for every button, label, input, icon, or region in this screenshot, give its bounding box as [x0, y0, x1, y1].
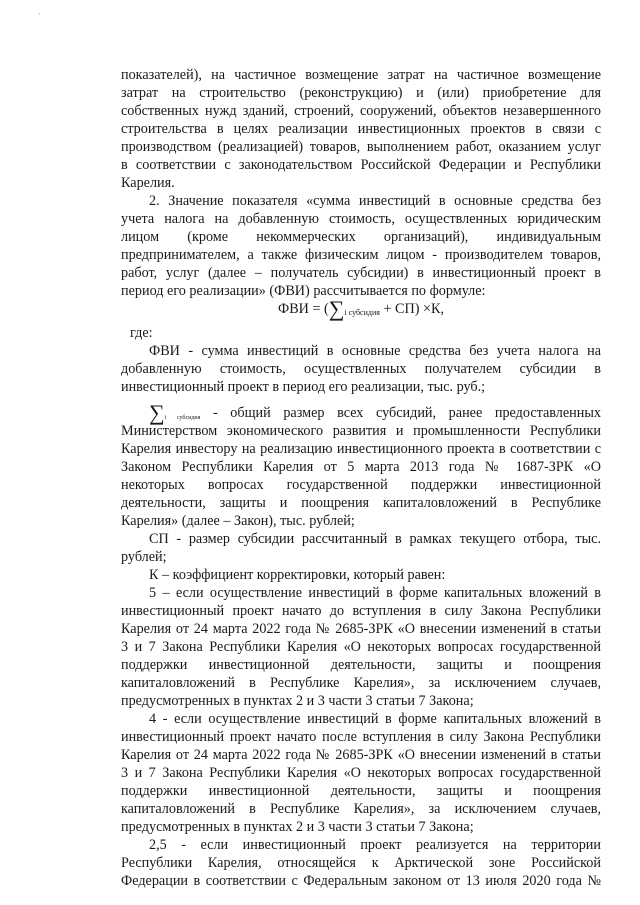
sum-text: - общий размер всех субсидий, ранее предоставленных — [200, 405, 601, 421]
text-line: собственных нужд зданий, строений, сооружений, объектов незавершенного — [121, 103, 601, 119]
text-line: капиталовложений в Республике Карелия», за исключением случаев, — [121, 801, 601, 817]
text-line: инвестиционный проект в период его реализации, тыс. руб.; — [121, 379, 486, 395]
page-mark: · — [38, 10, 41, 19]
text-line: Карелия. — [121, 175, 175, 191]
text-line: Карелия» (далее – Закон), тыс. рублей; — [121, 513, 355, 529]
formula-subscript: i субсидия — [344, 308, 380, 317]
coefficient-4: 4 - если осуществление инвестиций в форме капитальных вложений в — [149, 711, 601, 727]
text-line: предпринимателем, а также физическим лицом - производителем товаров, — [121, 247, 601, 263]
text-line: 3 и 7 Закона Республики Карелия «О некоторых вопросах государственной — [121, 765, 601, 781]
formula-rhs: + СП) ×К, — [379, 301, 445, 317]
text-line: учета налога на добавленную стоимость, осуществленных юридическим — [121, 211, 601, 227]
formula — [121, 296, 601, 322]
text-line: лицом (кроме некоммерческих организаций), индивидуальным — [121, 229, 601, 245]
text-line: рублей; — [121, 549, 167, 565]
text-line: деятельности, защиты и поощрения капиталовложений в Республике — [121, 495, 601, 511]
text-line: Карелия инвестору на реализацию инвестиционного проекта в соответствии с — [121, 441, 601, 457]
sum-symbol: ∑ — [149, 400, 165, 425]
text-line: инвестиционный проект начато до вступления в силу Закона Республики — [121, 603, 601, 619]
text-line: предусмотренных в пунктах 2 и 3 части 3 статьи 7 Закона; — [121, 693, 474, 709]
paragraph-2-start: 2. Значение показателя «сумма инвестиций в основные средства без — [149, 193, 601, 209]
formula-lhs: ФВИ = ( — [277, 301, 329, 317]
text-line: Республики Карелия, относящейся к Арктической зоне Российской — [121, 855, 601, 871]
text-line: Министерством экономического развития и промышленности Республики — [121, 423, 601, 439]
text-line: период его реализации» (ФВИ) рассчитывается по формуле: — [121, 283, 486, 299]
text-line: поддержки инвестиционной деятельности, защиты и поощрения — [121, 783, 601, 799]
text-line: инвестиционный проект начато после вступления в силу Закона Республики — [121, 729, 601, 745]
text-line: капиталовложений в Республике Карелия», за исключением случаев, — [121, 675, 601, 691]
text-line: работ, услуг (далее – получатель субсидии) в инвестиционный проект в — [121, 265, 601, 281]
text-line: показателей), на частичное возмещение затрат на частичное возмещение — [121, 67, 601, 83]
sum-symbol: ∑ — [328, 296, 345, 321]
coefficient-5: 5 – если осуществление инвестиций в форме капитальных вложений в — [149, 585, 601, 601]
definition-fvi: ФВИ - сумма инвестиций в основные средства без учета налога на — [149, 343, 601, 359]
text-line: где: — [130, 325, 153, 341]
text-line: Федерации в соответствии с Федеральным законом от 13 июля 2020 года № — [121, 873, 601, 889]
text-line: затрат на строительство (реконструкцию) и (или) приобретение для — [121, 85, 601, 101]
text-line: Законом Республики Карелия от 5 марта 2013 года № 1687-ЗРК «О — [121, 459, 601, 475]
text-line: некоторых вопросах государственной поддержки инвестиционной — [121, 477, 601, 493]
definition-k: К – коэффициент корректировки, который равен: — [149, 567, 446, 583]
text-line: в соответствии с законодательством Российской Федерации и Республики — [121, 157, 601, 173]
definition-sp: СП - размер субсидии рассчитанный в рамках текущего отбора, тыс. — [149, 531, 601, 547]
text-line: добавленную стоимость, осуществленных получателем субсидии в — [121, 361, 601, 377]
text-line: поддержки инвестиционной деятельности, защиты и поощрения — [121, 657, 601, 673]
text-line: строительства в целях реализации инвестиционных проектов в связи с — [121, 121, 601, 137]
text-line: Карелия от 24 марта 2022 года № 2685-ЗРК «О внесении изменений в статьи — [121, 621, 601, 637]
text-line: Карелия от 24 марта 2022 года № 2685-ЗРК «О внесении изменений в статьи — [121, 747, 601, 763]
coefficient-2-5: 2,5 - если инвестиционный проект реализуется на территории — [149, 837, 601, 853]
text-line: производством (реализацией) товаров, выполнением работ, оказанием услуг — [121, 139, 601, 155]
text-line: 3 и 7 Закона Республики Карелия «О некоторых вопросах государственной — [121, 639, 601, 655]
sum-subscript: i субсидия — [164, 415, 201, 421]
text-line: предусмотренных в пунктах 2 и 3 части 3 статьи 7 Закона; — [121, 819, 474, 835]
